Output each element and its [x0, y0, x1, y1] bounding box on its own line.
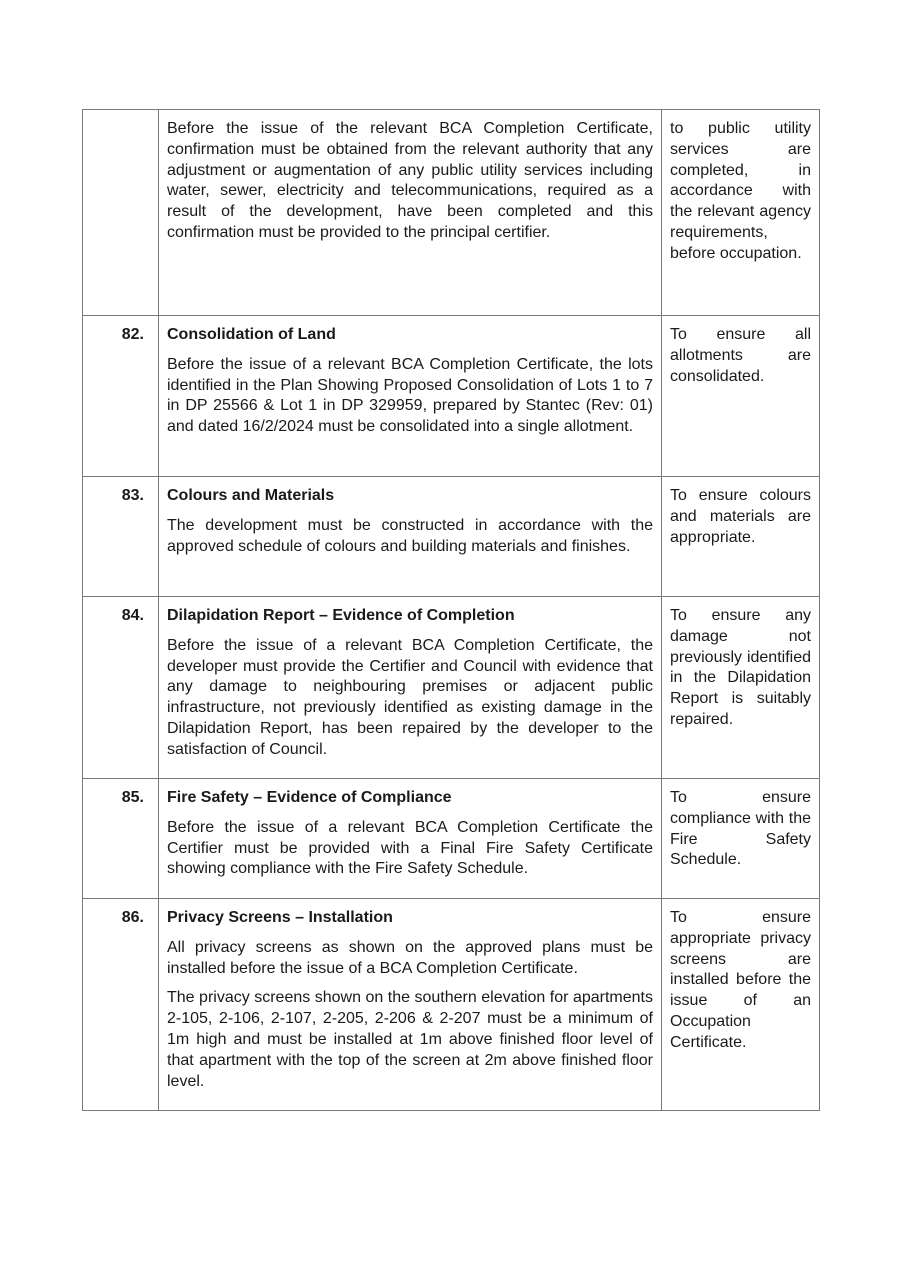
condition-number: 83.: [83, 477, 159, 597]
condition-number: [83, 110, 159, 316]
reason-text: To ensure compliance with the Fire Safety Schedule.: [670, 789, 811, 869]
condition-reason: [662, 597, 820, 779]
conditions-table: [82, 109, 820, 1111]
condition-heading: Consolidation of Land: [167, 326, 336, 343]
condition-heading: Colours and Materials: [167, 487, 335, 504]
condition-text: [159, 899, 662, 1111]
table-row: [83, 899, 820, 1111]
table-row: [83, 316, 820, 477]
condition-paragraph: Before the issue of the relevant BCA Completion Certificate, confirmation must be obtained from the relevant authority that any adjustment or augmentation of any public utility services including water, sewer, electricity and telecommunications, required as a result of the development, have been completed and this confirmation must be provided to the principal certifier.: [167, 120, 653, 241]
condition-number: 86.: [83, 899, 159, 1111]
condition-reason: [662, 899, 820, 1111]
condition-text: [159, 477, 662, 597]
condition-reason: [662, 316, 820, 477]
condition-paragraph: Before the issue of a relevant BCA Completion Certificate, the developer must provide the Certifier and Council with evidence that any damage to neighbouring premises or adjacent public infrastructure, not previously identified as existing damage in the Dilapidation Report, has been repaired by the developer to the satisfaction of Council.: [167, 636, 653, 758]
condition-paragraph: Before the issue of a relevant BCA Completion Certificate, the lots identified in the Plan Showing Proposed Consolidation of Lots 1 to 7 in DP 25566 & Lot 1 in DP 329959, prepared by Stantec (Rev: 01) and dated 16/2/2024 must be consolidated into a single allotment.: [167, 355, 653, 436]
table-row: [83, 779, 820, 899]
condition-heading: Dilapidation Report – Evidence of Completion: [167, 607, 515, 624]
condition-paragraph: Before the issue of a relevant BCA Completion Certificate the Certifier must be provided with a Final Fire Safety Certificate showing compliance with the Fire Safety Schedule.: [167, 818, 653, 878]
condition-text: [159, 110, 662, 316]
reason-text: To ensure all allotments are consolidated.: [670, 326, 811, 385]
condition-number: 85.: [83, 779, 159, 899]
reason-text: to public utility services are completed, in accordance with the relevant agency requirements, before occupation.: [670, 120, 811, 262]
condition-heading: Privacy Screens – Installation: [167, 909, 393, 926]
condition-text: [159, 779, 662, 899]
condition-reason: [662, 477, 820, 597]
table-row: [83, 597, 820, 779]
condition-reason: [662, 110, 820, 316]
condition-heading: Fire Safety – Evidence of Compliance: [167, 789, 452, 806]
condition-reason: [662, 779, 820, 899]
table-row: [83, 110, 820, 316]
reason-text: To ensure any damage not previously identified in the Dilapidation Report is suitably repaired.: [670, 607, 811, 728]
reason-text: To ensure appropriate privacy screens are installed before the issue of an Occupation Certificate.: [670, 909, 811, 1051]
condition-text: [159, 597, 662, 779]
table-row: [83, 477, 820, 597]
condition-paragraph: The privacy screens shown on the southern elevation for apartments 2-105, 2-106, 2-107, 2-205, 2-206 & 2-207 must be a minimum of 1m high and must be installed at 1m above finished floor level of that apartment with the top of the screen at 2m above finished floor level.: [167, 989, 653, 1090]
condition-text: [159, 316, 662, 477]
condition-number: 84.: [83, 597, 159, 779]
condition-paragraph: The development must be constructed in accordance with the approved schedule of colours and building materials and finishes.: [167, 516, 653, 555]
reason-text: To ensure colours and materials are appropriate.: [670, 487, 811, 546]
condition-paragraph: All privacy screens as shown on the approved plans must be installed before the issue of a BCA Completion Certificate.: [167, 938, 653, 977]
condition-number: 82.: [83, 316, 159, 477]
